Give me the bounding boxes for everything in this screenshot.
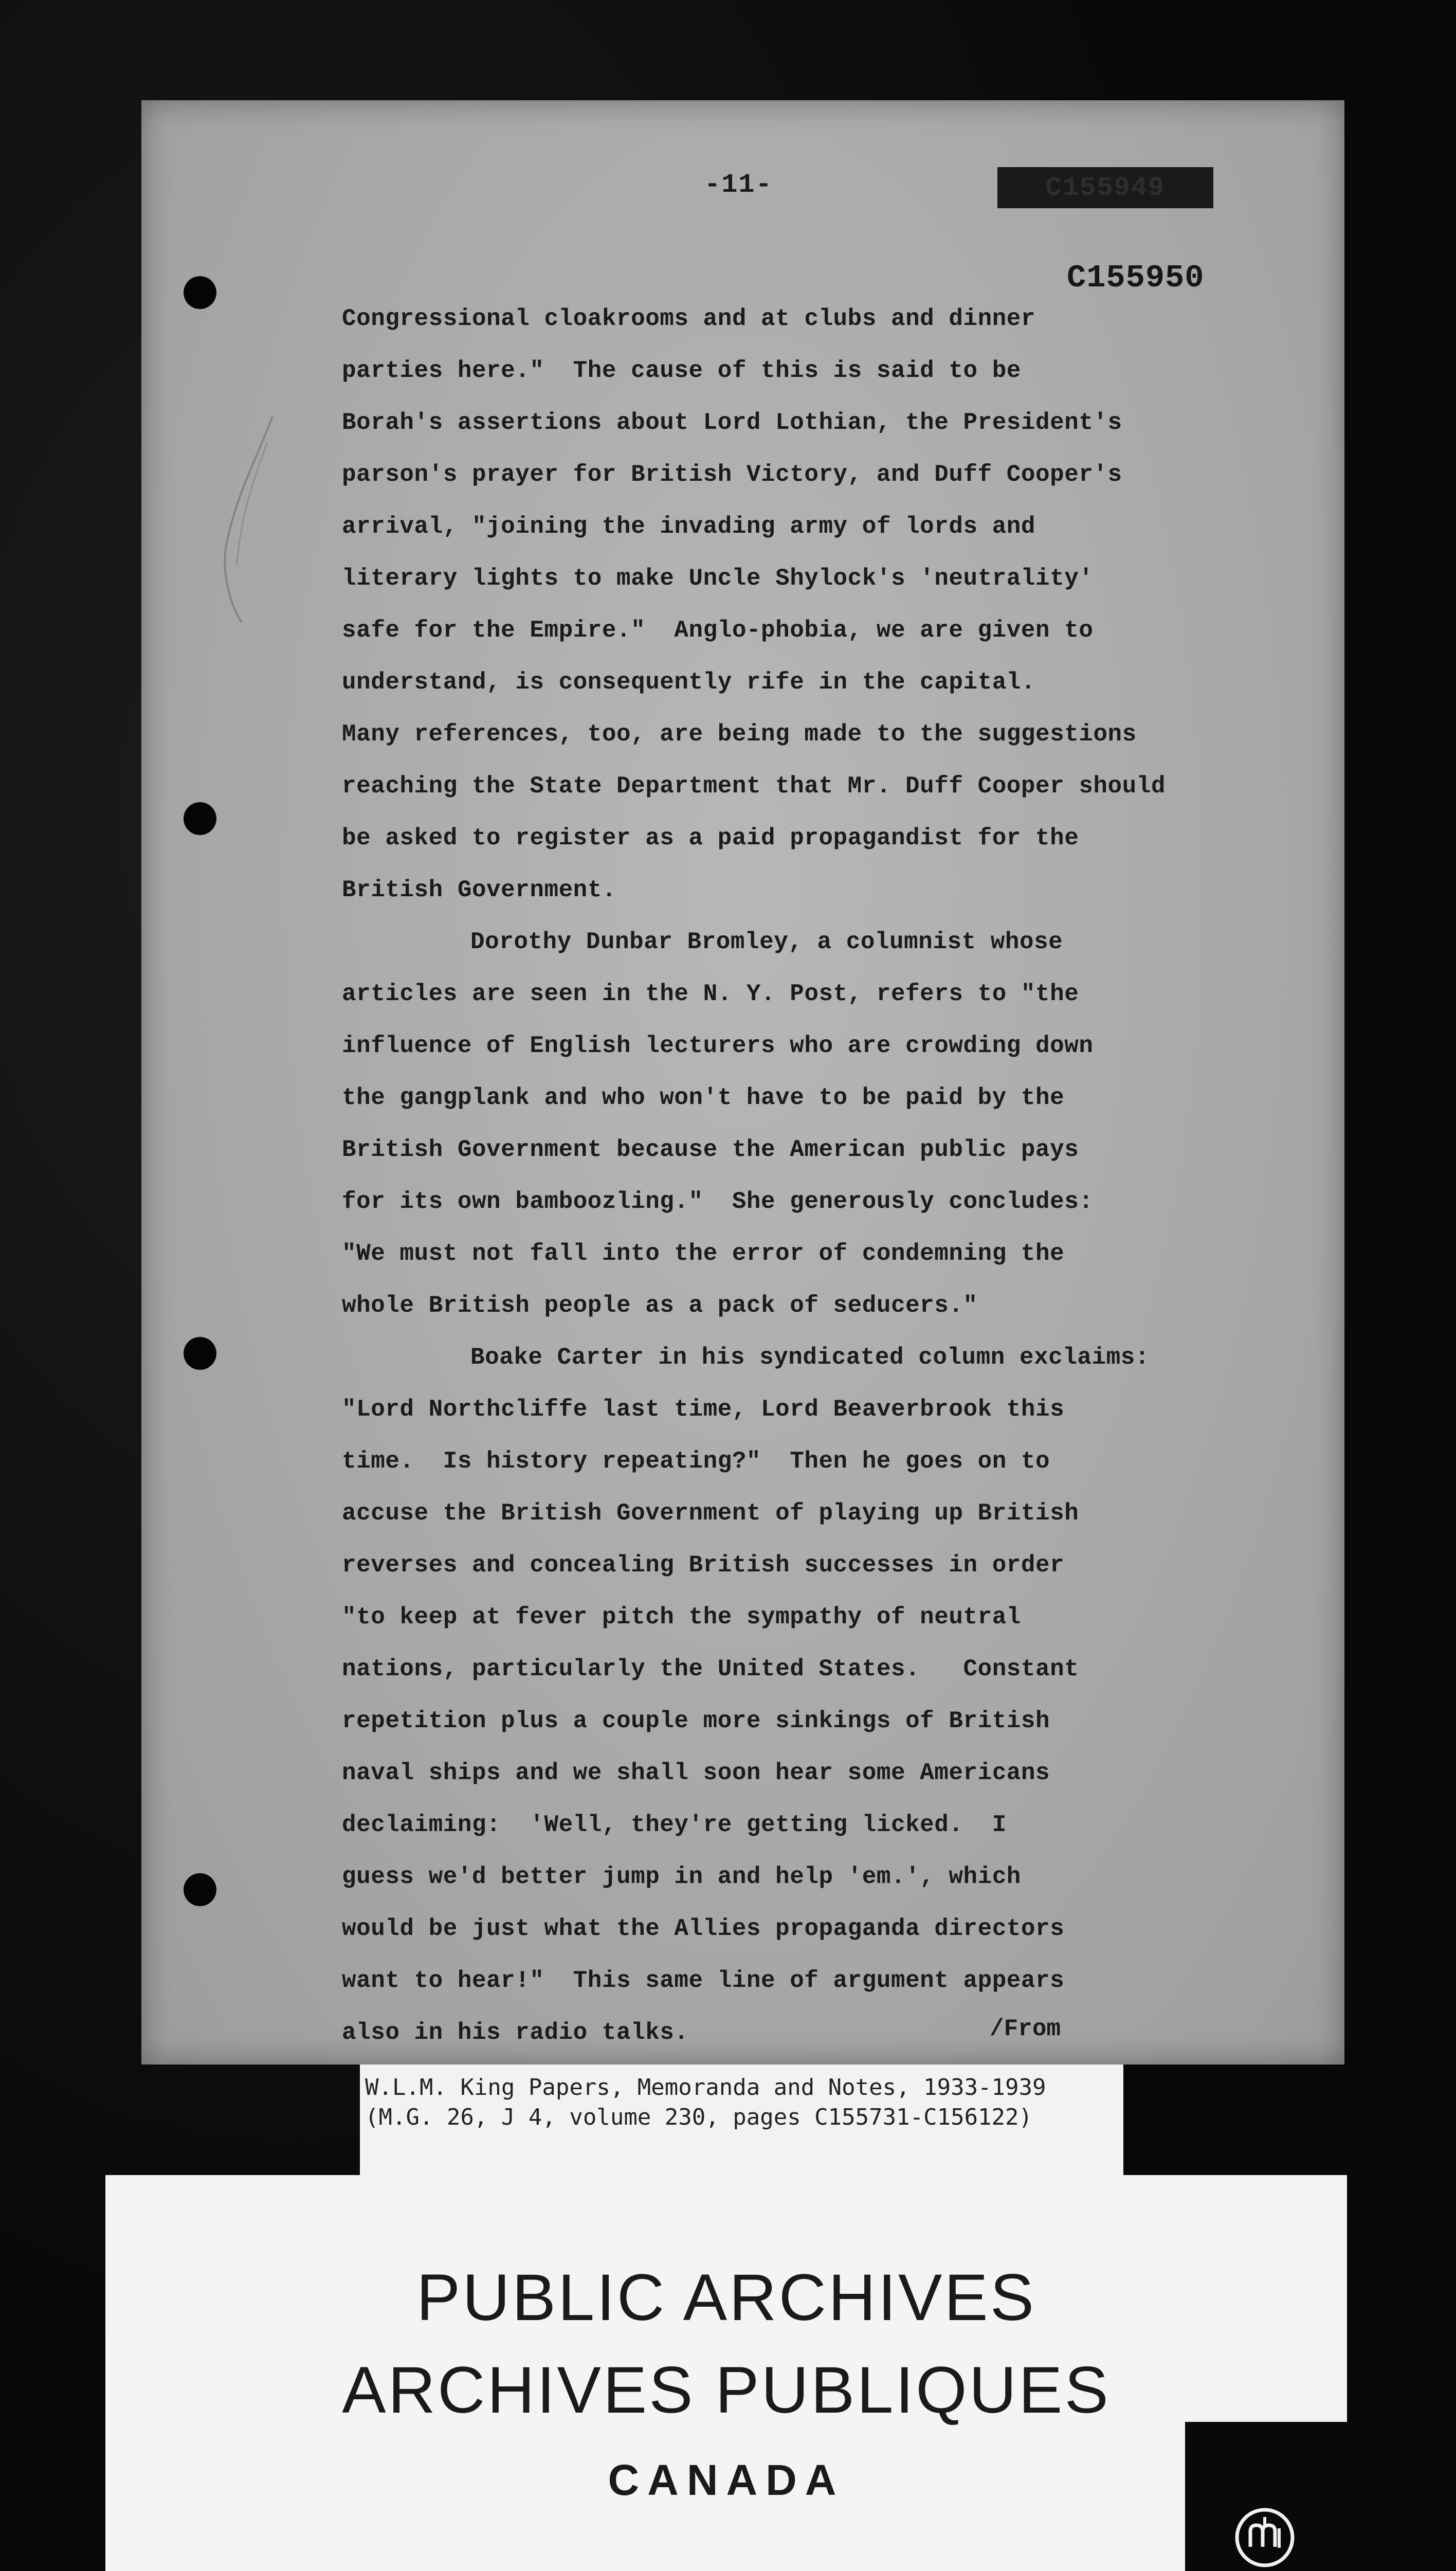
citation-line-2: (M.G. 26, J 4, volume 230, pages C155731-C156122) (365, 2104, 1033, 2130)
text-line: parties here." The cause of this is said to be (342, 357, 1021, 384)
text-line: for its own bamboozling." She generously concludes: (342, 1188, 1094, 1215)
document-body (342, 293, 1278, 2059)
text-line: influence of English lecturers who are crowding down (342, 1033, 1094, 1059)
punch-hole-2 (184, 802, 216, 835)
text-line: British Government because the American public pays (342, 1136, 1079, 1163)
archives-country: CANADA (608, 2456, 845, 2504)
punch-hole-4 (184, 1873, 216, 1906)
archives-title-en: PUBLIC ARCHIVES (416, 2261, 1036, 2334)
text-line: arrival, "joining the invading army of lords and (342, 513, 1036, 540)
text-line: want to hear!" This same line of argument appears (342, 1967, 1065, 1994)
text-line: Borah's assertions about Lord Lothian, the President's (342, 409, 1122, 436)
text-line: Many references, too, are being made to the suggestions (342, 721, 1137, 748)
archives-logo-icon (1234, 2507, 1296, 2568)
text-line: be asked to register as a paid propagandist for the (342, 825, 1079, 852)
text-line: understand, is consequently rife in the capital. (342, 669, 1036, 696)
citation-label (360, 2065, 1123, 2183)
text-line: Dorothy Dunbar Bromley, a columnist whose (470, 929, 1063, 955)
text-line: declaiming: 'Well, they're getting licked. I (342, 1812, 1007, 1838)
text-line: naval ships and we shall soon hear some Americans (342, 1760, 1050, 1786)
text-line: "to keep at fever pitch the sympathy of neutral (342, 1604, 1021, 1631)
pencil-mark (206, 411, 288, 627)
citation-line-1: W.L.M. King Papers, Memoranda and Notes, 1933-1939 (365, 2074, 1046, 2101)
archives-title-fr: ARCHIVES PUBLIQUES (342, 2353, 1111, 2427)
continuation-from: /From (990, 2016, 1061, 2042)
text-line: "Lord Northcliffe last time, Lord Beaverbrook this (342, 1396, 1065, 1423)
text-line: parson's prayer for British Victory, and Duff Cooper's (342, 461, 1122, 488)
text-line: also in his radio talks. (342, 2019, 689, 2046)
text-line: articles are seen in the N. Y. Post, refers to "the (342, 981, 1079, 1007)
text-line: time. Is history repeating?" Then he goes on to (342, 1448, 1050, 1475)
archives-card (105, 2175, 1347, 2571)
text-line: accuse the British Government of playing up British (342, 1500, 1079, 1527)
stamp-number: C155949 (1045, 172, 1166, 203)
text-line: nations, particularly the United States. Constant (342, 1656, 1079, 1682)
reference-number: C155950 (1067, 260, 1205, 296)
text-line: Congressional cloakrooms and at clubs and dinner (342, 305, 1036, 332)
text-line: British Government. (342, 877, 616, 903)
text-line: reverses and concealing British successes in order (342, 1552, 1065, 1579)
text-line: safe for the Empire." Anglo-phobia, we are given to (342, 617, 1094, 644)
text-line: repetition plus a couple more sinkings of British (342, 1708, 1050, 1734)
text-line: reaching the State Department that Mr. Duff Cooper should (342, 773, 1166, 800)
archives-logo-block (1185, 2422, 1353, 2571)
text-line: guess we'd better jump in and help 'em.', which (342, 1863, 1021, 1890)
page-number: -11- (704, 170, 773, 200)
punch-hole-1 (184, 276, 216, 309)
text-line: whole British people as a pack of seducers." (342, 1292, 978, 1319)
text-line: literary lights to make Uncle Shylock's 'neutrality' (342, 565, 1094, 592)
stamp-number-box (997, 167, 1213, 208)
text-line: Boake Carter in his syndicated column exclaims: (470, 1344, 1150, 1371)
text-line: the gangplank and who won't have to be paid by the (342, 1084, 1065, 1111)
text-line: would be just what the Allies propaganda directors (342, 1915, 1065, 1942)
punch-hole-3 (184, 1337, 216, 1370)
text-line: "We must not fall into the error of condemning the (342, 1240, 1065, 1267)
